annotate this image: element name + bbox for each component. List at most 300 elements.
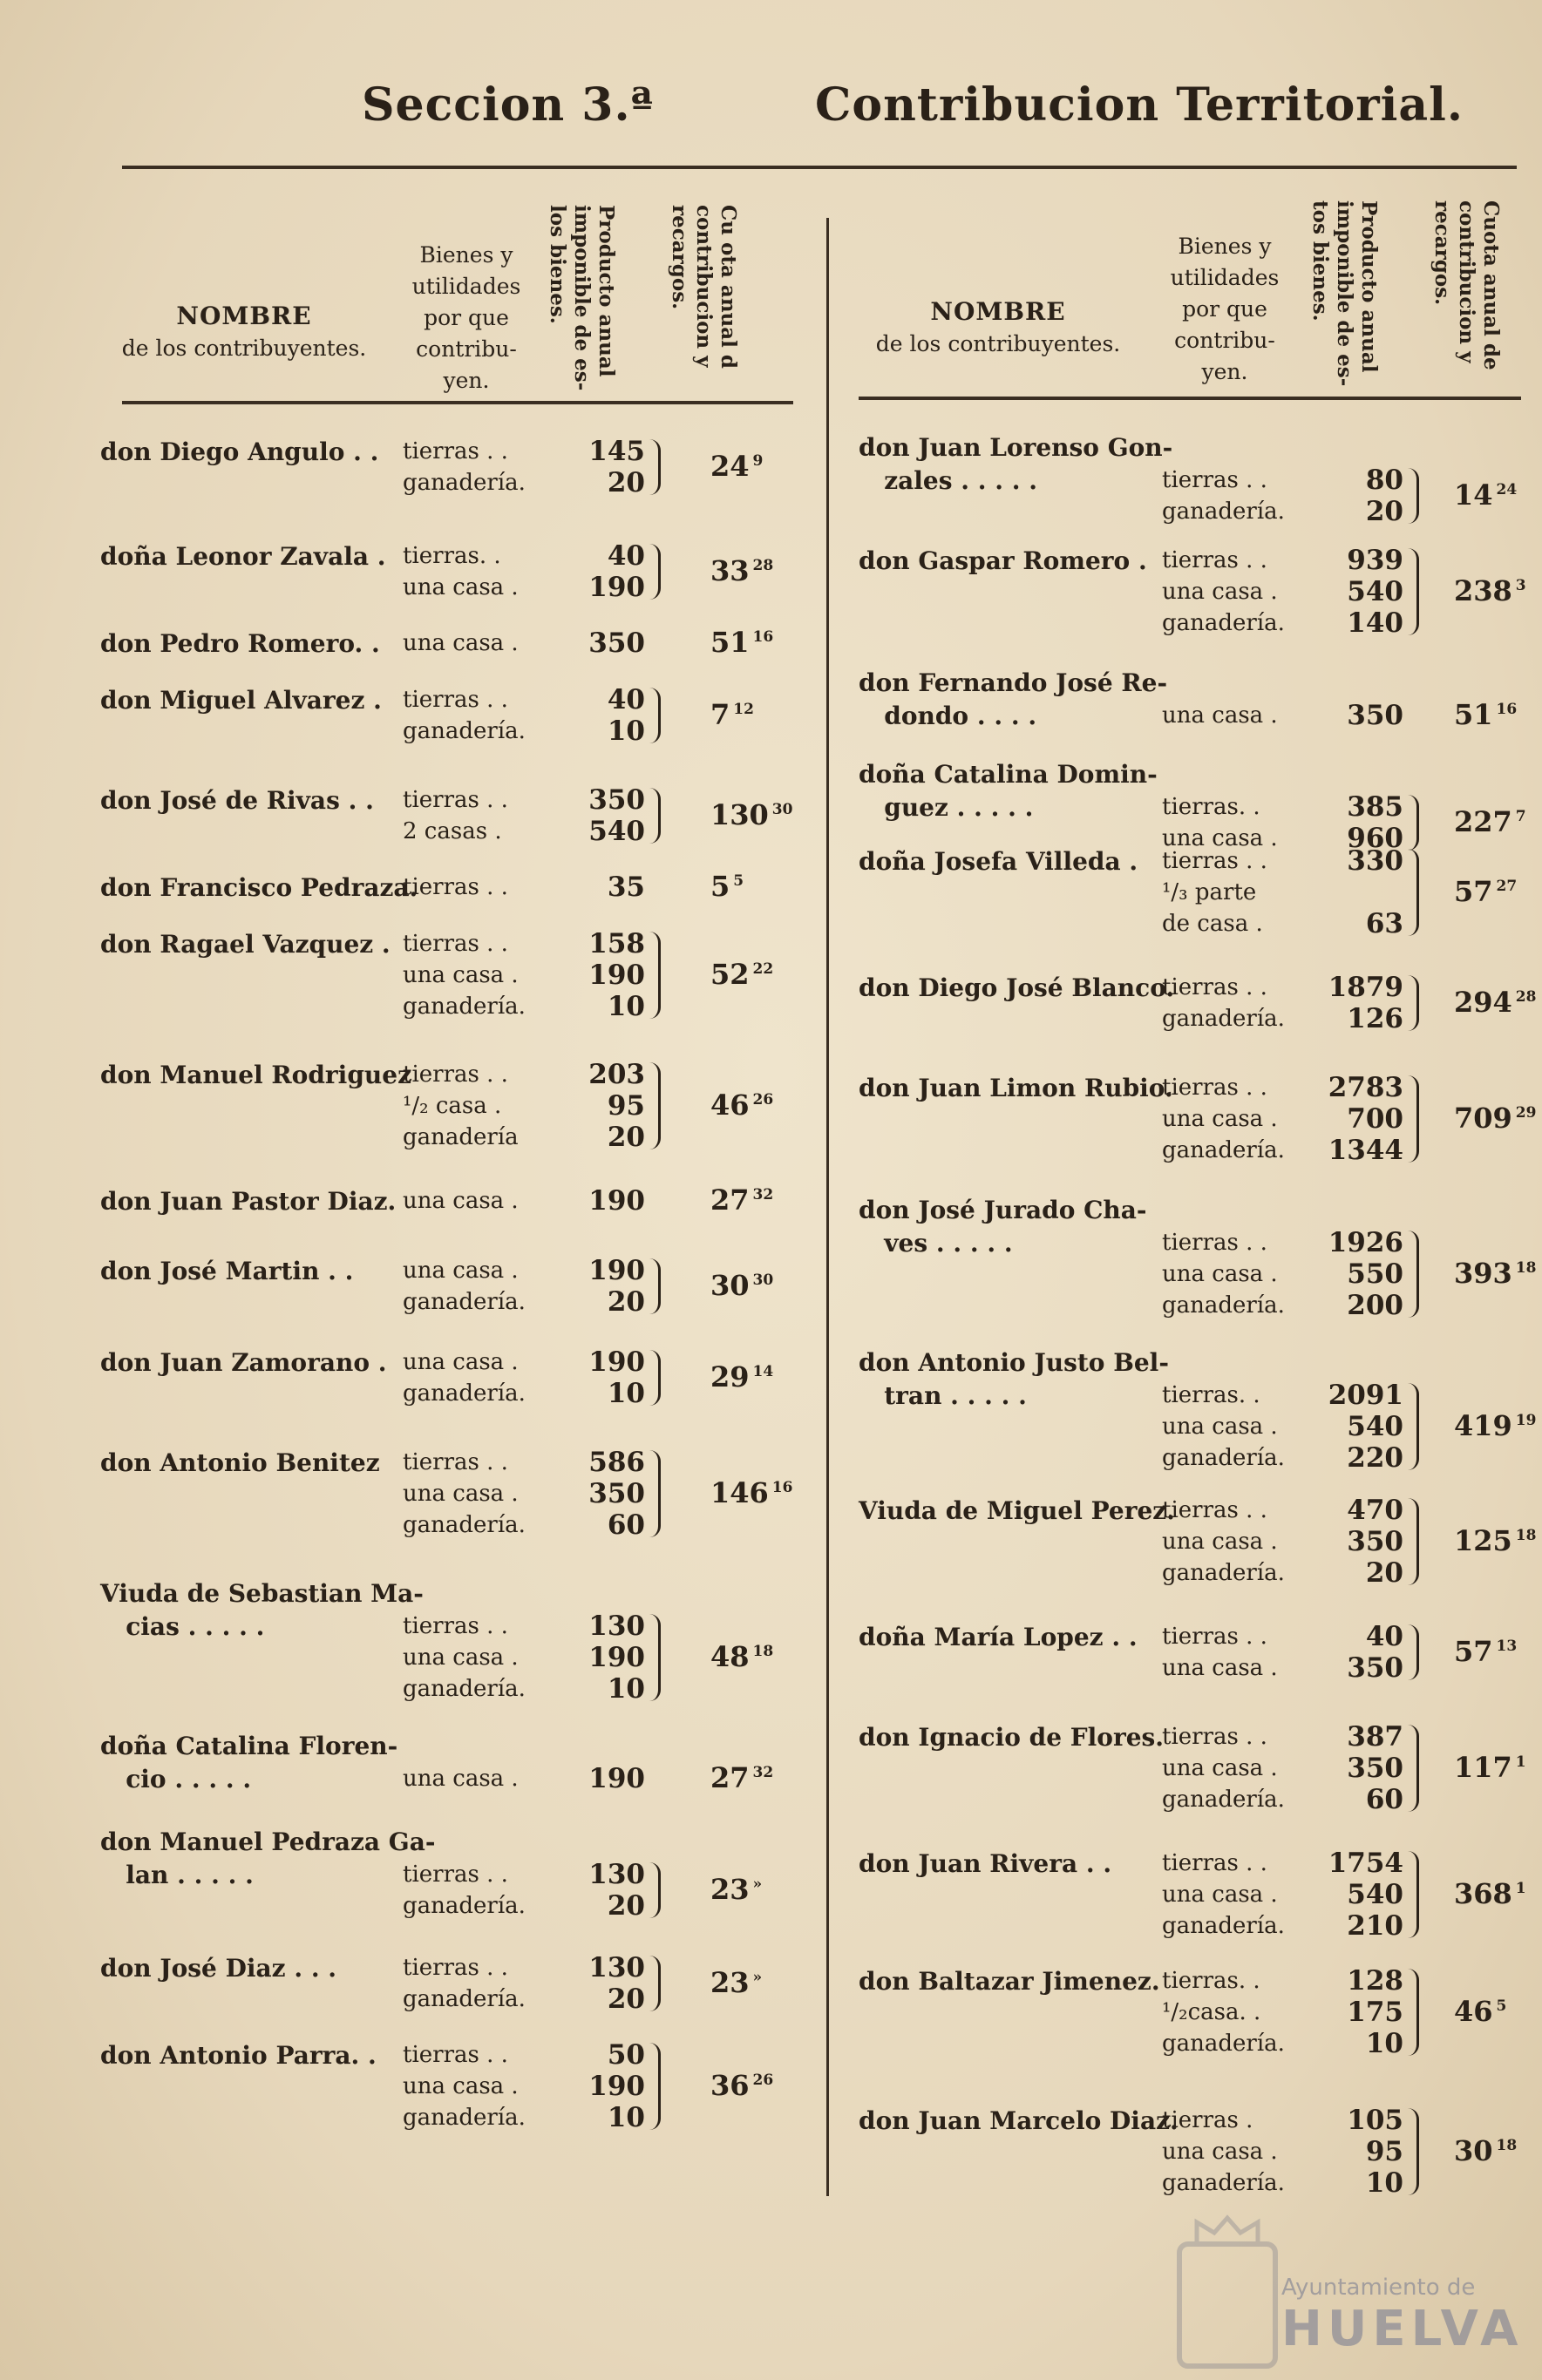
bien-item: ganadería. — [403, 1986, 526, 2012]
producto-value: 350 — [1347, 700, 1403, 731]
cuota-amount: 46 — [710, 1088, 750, 1122]
right-header-bienes-line: Bienes y — [1178, 234, 1272, 259]
cuota-value — [710, 1873, 762, 1906]
producto-value: 20 — [1365, 1557, 1403, 1589]
cuota-amount: 30 — [1454, 2134, 1493, 2167]
bien-item: ganadería. — [1162, 498, 1285, 525]
producto-value: 939 — [1347, 545, 1403, 576]
producto-value: 190 — [588, 1642, 645, 1673]
bien-item: una casa . — [1162, 1882, 1278, 1908]
brace — [649, 439, 661, 495]
contribuyente-name: don Ragael Vazquez . — [100, 930, 391, 959]
bien-item: una casa . — [403, 1188, 519, 1214]
cuota-amount: 130 — [710, 798, 769, 831]
producto-value: 350 — [588, 627, 645, 659]
brace — [1408, 1231, 1419, 1318]
brace — [1408, 548, 1419, 635]
bien-item: tierras . — [1162, 2107, 1253, 2133]
cuota-value — [710, 626, 773, 659]
cuota-amount: 57 — [1454, 875, 1493, 908]
bien-item: una casa . — [1162, 702, 1278, 729]
right-header-rule — [859, 397, 1521, 400]
cuota-value — [1454, 805, 1526, 838]
bien-item: tierras . . — [403, 1955, 508, 1981]
bien-item: tierras . . — [1162, 848, 1267, 874]
producto-value: 20 — [607, 1890, 645, 1922]
contribuyente-name: don José Martin . . — [100, 1257, 354, 1285]
producto-value: 10 — [607, 1673, 645, 1705]
producto-value: 470 — [1347, 1495, 1403, 1526]
contribuyente-name: don José Jurado Cha- ves . . . . . — [859, 1196, 1147, 1258]
cuota-amount: 393 — [1454, 1257, 1512, 1290]
producto-value: 700 — [1347, 1103, 1403, 1135]
producto-value: 95 — [1365, 2136, 1403, 2167]
bien-item: ganadería. — [1162, 610, 1285, 636]
cuota-amount: 46 — [1454, 1995, 1493, 2028]
right-header-bienes-line: utilidades — [1170, 265, 1280, 290]
contribuyente-name: don Miguel Alvarez . — [100, 686, 382, 715]
cuota-amount: 51 — [1454, 698, 1493, 731]
cuota-value — [1454, 1524, 1536, 1557]
cuota-cents: 14 — [752, 1363, 774, 1380]
bien-item: una casa . — [403, 962, 519, 988]
right-header-bienes — [1155, 231, 1294, 388]
cuota-amount: 27 — [710, 1761, 750, 1794]
bien-item: ganadería. — [403, 2105, 526, 2131]
bien-item: tierras . . — [403, 2042, 508, 2068]
bien-item: tierras . . — [1162, 1497, 1267, 1523]
cuota-value — [710, 2069, 773, 2102]
cuota-value — [1454, 2134, 1517, 2167]
cuota-value — [710, 1476, 792, 1509]
bien-item: una casa . — [403, 1766, 519, 1792]
bien-item: tierras . . — [1162, 1850, 1267, 1876]
bien-item: ¹/₃ parte — [1162, 879, 1257, 905]
brace — [649, 932, 661, 1019]
cuota-amount: 709 — [1454, 1102, 1512, 1135]
bien-item: ganadería. — [1162, 1787, 1285, 1813]
cuota-value — [710, 554, 773, 587]
cuota-value — [1454, 1102, 1536, 1135]
brace — [649, 1614, 661, 1701]
cuota-value — [710, 958, 773, 991]
producto-value: 1926 — [1328, 1227, 1403, 1258]
producto-value: 540 — [1347, 1411, 1403, 1442]
cuota-cents: 18 — [752, 1643, 774, 1660]
bien-item: tierras. . — [1162, 1968, 1260, 1994]
producto-value: 10 — [607, 1378, 645, 1409]
left-header-rule — [122, 401, 793, 404]
cuota-cents: 22 — [752, 960, 774, 978]
contribuyente-name: don Antonio Parra. . — [100, 2041, 377, 2070]
cuota-value — [710, 1183, 773, 1217]
bien-item: tierras . . — [403, 1061, 508, 1088]
producto-value: 95 — [607, 1090, 645, 1122]
left-header-nombre — [105, 301, 384, 364]
cuota-cents: 32 — [752, 1186, 774, 1204]
bien-item: ganadería. — [1162, 1560, 1285, 1586]
contribuyente-name: don Juan Pastor Diaz. — [100, 1187, 397, 1216]
brace — [649, 1258, 661, 1314]
contribuyente-name: don José Diaz . . . — [100, 1954, 337, 1983]
cuota-cents: 29 — [1515, 1104, 1537, 1122]
cuota-cents: 26 — [752, 2071, 774, 2089]
left-header-nombre-title: NOMBRE — [176, 302, 312, 330]
bien-item: ganadería. — [403, 1289, 526, 1315]
cuota-value — [1454, 1995, 1506, 2028]
contribuyente-name: don Diego Angulo . . — [100, 437, 379, 466]
producto-value: 190 — [588, 959, 645, 991]
producto-value: 1754 — [1328, 1848, 1403, 1879]
cuota-value — [710, 798, 792, 831]
bien-item: ¹/₂ casa . — [403, 1093, 502, 1119]
producto-value: 350 — [588, 784, 645, 816]
bien-item: tierras . . — [403, 1449, 508, 1475]
cuota-amount: 238 — [1454, 574, 1512, 607]
cuota-cents: 5 — [733, 872, 744, 890]
bien-item: una casa . — [1162, 1414, 1278, 1440]
cuota-value — [1454, 698, 1517, 731]
cuota-amount: 48 — [710, 1640, 750, 1673]
brace — [1408, 1969, 1419, 2056]
bien-item: ganadería. — [1162, 2031, 1285, 2057]
producto-value: 350 — [1347, 1526, 1403, 1557]
bien-item: tierras . . — [403, 874, 508, 900]
contribuyente-name: don Francisco Pedraza. — [100, 873, 418, 902]
producto-value: 210 — [1347, 1910, 1403, 1942]
left-header-bienes-line: utilidades — [411, 274, 521, 299]
producto-value: 200 — [1347, 1290, 1403, 1321]
left-header-bienes — [397, 240, 536, 397]
cuota-amount: 368 — [1454, 1877, 1512, 1910]
producto-value: 350 — [1347, 1753, 1403, 1784]
bien-item: una casa . — [403, 630, 519, 656]
brace — [1408, 1624, 1419, 1680]
brace — [1408, 1498, 1419, 1585]
producto-value: 190 — [588, 2071, 645, 2102]
contribuyente-name: don Juan Rivera . . — [859, 1849, 1112, 1878]
cuota-amount: 117 — [1454, 1751, 1512, 1784]
cuota-cents: 30 — [752, 1271, 774, 1289]
brace — [1408, 2108, 1419, 2195]
brace — [1408, 1383, 1419, 1470]
producto-value: 130 — [588, 1610, 645, 1642]
producto-value: 40 — [607, 540, 645, 572]
cuota-value — [1454, 1257, 1536, 1290]
brace — [649, 1062, 661, 1149]
producto-value: 10 — [607, 991, 645, 1022]
contribuyente-name: don Pedro Romero. . — [100, 629, 380, 658]
bien-item: 2 casas . — [403, 818, 502, 844]
bien-item: ganadería. — [403, 1676, 526, 1702]
brace — [649, 2043, 661, 2130]
contribuyente-name: don Manuel Pedraza Ga- lan . . . . . — [100, 1827, 436, 1889]
right-header-cuota: Cuota anual de contribucion y recargos. — [1430, 200, 1503, 370]
producto-value: 20 — [607, 1983, 645, 2015]
producto-value: 40 — [607, 684, 645, 715]
bien-item: una casa . — [1162, 2139, 1278, 2165]
bien-item: una casa . — [1162, 579, 1278, 605]
producto-value: 140 — [1347, 607, 1403, 639]
producto-value: 175 — [1347, 1997, 1403, 2028]
contribuyente-name: doña Catalina Domin- guez . . . . . — [859, 760, 1158, 822]
cuota-value — [1454, 478, 1517, 512]
cuota-cents: 16 — [771, 1479, 793, 1496]
producto-value: 330 — [1347, 845, 1403, 877]
producto-value: 60 — [607, 1509, 645, 1541]
bien-item: ganadería. — [403, 718, 526, 744]
producto-value: 2091 — [1328, 1380, 1403, 1411]
cuota-cents: 16 — [752, 628, 774, 646]
cuota-value — [1454, 875, 1517, 908]
cuota-amount: 30 — [710, 1269, 750, 1302]
right-header-bienes-line: contribu- — [1174, 328, 1275, 353]
producto-value: 50 — [607, 2039, 645, 2071]
cuota-value — [1454, 986, 1536, 1019]
left-header-bienes-line: yen. — [443, 368, 490, 393]
brace — [649, 544, 661, 600]
producto-value: 130 — [588, 1859, 645, 1890]
cuota-amount: 29 — [710, 1360, 750, 1393]
cuota-cents: 5 — [1496, 1997, 1507, 2015]
right-header-bienes-line: por que — [1182, 296, 1267, 322]
contribuyente-name: doña Catalina Floren- cio . . . . . — [100, 1732, 398, 1793]
producto-value: 10 — [607, 715, 645, 747]
cuota-value — [1454, 1635, 1517, 1668]
cuota-value — [710, 698, 754, 731]
brace — [1408, 849, 1419, 936]
bien-item: una casa . — [403, 1349, 519, 1375]
producto-value: 350 — [1347, 1652, 1403, 1684]
right-header-nombre — [859, 296, 1138, 360]
bien-item: una casa . — [403, 574, 519, 600]
cuota-cents: 1 — [1515, 1880, 1526, 1897]
cuota-cents: 27 — [1496, 878, 1518, 895]
cuota-amount: 57 — [1454, 1635, 1493, 1668]
producto-value: 145 — [588, 436, 645, 467]
cuota-amount: 419 — [1454, 1409, 1512, 1442]
bien-item: una casa . — [1162, 1529, 1278, 1555]
bien-item: tierras . . — [403, 787, 508, 813]
producto-value: 190 — [588, 1763, 645, 1794]
cuota-cents: 32 — [752, 1764, 774, 1781]
cuota-amount: 33 — [710, 554, 750, 587]
cuota-cents: » — [752, 1875, 763, 1893]
bien-item: tierras. . — [1162, 794, 1260, 820]
producto-value: 385 — [1347, 791, 1403, 823]
producto-value: 1879 — [1328, 972, 1403, 1003]
bien-item: ganadería. — [1162, 1006, 1285, 1032]
cuota-value — [1454, 1877, 1526, 1910]
bien-item: ¹/₂casa. . — [1162, 1999, 1261, 2025]
contribuyente-name: don José de Rivas . . — [100, 786, 374, 815]
cuota-amount: 125 — [1454, 1524, 1512, 1557]
producto-value: 540 — [1347, 576, 1403, 607]
left-header-bienes-line: Bienes y — [419, 242, 513, 268]
cuota-cents: 28 — [752, 557, 774, 574]
cuota-cents: 19 — [1515, 1412, 1537, 1429]
producto-value: 190 — [588, 1185, 645, 1217]
left-header-cuota: Cu ota anual d contribucion y recargos. — [668, 205, 740, 369]
contribuyente-name: don Juan Limon Rubio. — [859, 1074, 1173, 1102]
bien-item: ganadería. — [1162, 2170, 1285, 2196]
bien-item: ganadería. — [1162, 1137, 1285, 1163]
producto-value: 190 — [588, 572, 645, 603]
contribuyente-name: don Antonio Benitez — [100, 1448, 380, 1477]
document-title: Contribucion Territorial. — [815, 78, 1464, 132]
bien-item: una casa . — [1162, 1261, 1278, 1287]
producto-value: 540 — [588, 816, 645, 847]
left-header-bienes-line: por que — [424, 305, 509, 330]
section-title: Seccion 3.ª — [362, 78, 654, 132]
cuota-value — [1454, 574, 1526, 607]
left-header-bienes-line: contribu- — [416, 336, 517, 362]
brace — [1408, 1075, 1419, 1163]
cuota-value — [710, 1269, 773, 1302]
bien-item: una casa . — [403, 1258, 519, 1284]
cuota-value — [1454, 1409, 1536, 1442]
producto-value: 960 — [1347, 823, 1403, 854]
bien-item: una casa . — [1162, 825, 1278, 851]
contribuyente-name: don Juan Marcelo Diaz. — [859, 2106, 1179, 2135]
producto-value: 126 — [1347, 1003, 1403, 1034]
producto-value: 20 — [607, 1286, 645, 1318]
bien-item: una casa . — [403, 1481, 519, 1507]
cuota-value — [710, 870, 744, 903]
cuota-amount: 14 — [1454, 478, 1493, 512]
producto-value: 80 — [1365, 464, 1403, 496]
cuota-cents: 28 — [1515, 988, 1537, 1006]
cuota-value — [1454, 1751, 1526, 1784]
right-header-producto: Producto anual imponible de es- tos bienes. — [1308, 200, 1381, 387]
right-header-nombre-sub: de los contribuyentes. — [875, 331, 1121, 356]
bien-item: una casa . — [1162, 1106, 1278, 1132]
producto-value: 1344 — [1328, 1135, 1403, 1166]
bien-item: una casa . — [1162, 1655, 1278, 1681]
bien-item: tierras . . — [1162, 547, 1267, 573]
cuota-amount: 52 — [710, 958, 750, 991]
bien-item: tierras . . — [1162, 1075, 1267, 1101]
watermark-line1: Ayuntamiento de — [1281, 2275, 1476, 2301]
producto-value: 550 — [1347, 1258, 1403, 1290]
producto-value: 203 — [588, 1059, 645, 1090]
contribuyente-name: don Juan Lorenso Gon- zales . . . . . — [859, 433, 1173, 495]
bien-item: tierras . . — [403, 931, 508, 957]
producto-value: 220 — [1347, 1442, 1403, 1474]
cuota-amount: 51 — [710, 626, 750, 659]
contribuyente-name: Viuda de Miguel Perez. — [859, 1496, 1175, 1525]
producto-value: 130 — [588, 1952, 645, 1983]
cuota-cents: 18 — [1515, 1259, 1537, 1277]
brace — [649, 1450, 661, 1537]
bien-item: tierras . . — [403, 1861, 508, 1888]
cuota-cents: » — [752, 1969, 763, 1986]
cuota-amount: 24 — [710, 450, 750, 483]
cuota-cents: 16 — [1496, 701, 1518, 718]
cuota-cents: 24 — [1496, 481, 1518, 498]
left-header-producto: Producto anual imponible de es- los bienes. — [546, 205, 618, 391]
cuota-cents: 3 — [1515, 577, 1526, 594]
bien-item: ganadería. — [403, 1380, 526, 1407]
contribuyente-name: don Gaspar Romero . — [859, 546, 1147, 575]
bien-item: tierras. . — [403, 543, 501, 569]
contribuyente-name: don Diego José Blanco. — [859, 973, 1175, 1002]
contribuyente-name: don Manuel Rodriguez — [100, 1061, 411, 1089]
right-header-nombre-title: NOMBRE — [930, 297, 1066, 326]
contribuyente-name: doña María Lopez . . — [859, 1623, 1138, 1651]
cuota-value — [710, 450, 763, 483]
cuota-cents: 18 — [1496, 2137, 1518, 2154]
cuota-cents: 12 — [733, 701, 754, 718]
bien-item: tierras . . — [403, 1613, 508, 1639]
brace — [1408, 795, 1419, 851]
cuota-cents: 18 — [1515, 1527, 1537, 1544]
bien-item: ganadería — [403, 1124, 519, 1150]
contribuyente-name: doña Josefa Villeda . — [859, 847, 1138, 876]
producto-value: 350 — [588, 1478, 645, 1509]
cuota-amount: 23 — [710, 1966, 750, 1999]
producto-value: 10 — [1365, 2167, 1403, 2199]
contribuyente-name: don Juan Zamorano . — [100, 1348, 387, 1377]
bien-item: ganadería. — [1162, 1913, 1285, 1939]
brace — [1408, 1851, 1419, 1938]
bien-item: ganadería. — [403, 1893, 526, 1919]
bien-item: una casa . — [403, 2073, 519, 2099]
producto-value: 10 — [607, 2102, 645, 2133]
brace — [649, 1956, 661, 2011]
cuota-value — [710, 1640, 773, 1673]
cuota-amount: 227 — [1454, 805, 1512, 838]
left-header-nombre-sub: de los contribuyentes. — [121, 336, 367, 361]
contribuyente-name: Viuda de Sebastian Ma- cias . . . . . — [100, 1579, 424, 1641]
cuota-value — [710, 1761, 773, 1794]
bien-item: tierras . . — [403, 438, 508, 464]
producto-value: 35 — [607, 871, 645, 903]
cuota-amount: 294 — [1454, 986, 1512, 1019]
brace — [1408, 1725, 1419, 1812]
bien-item: de casa . — [1162, 911, 1263, 937]
contribuyente-name: don Baltazar Jimenez. — [859, 1967, 1160, 1996]
cuota-amount: 146 — [710, 1476, 769, 1509]
producto-value: 20 — [607, 467, 645, 498]
producto-value: 158 — [588, 928, 645, 959]
cuota-cents: 1 — [1515, 1753, 1526, 1771]
brace — [1408, 468, 1419, 524]
producto-value: 63 — [1365, 908, 1403, 939]
producto-value: 40 — [1365, 1621, 1403, 1652]
producto-value: 2783 — [1328, 1072, 1403, 1103]
cuota-amount: 23 — [710, 1873, 750, 1906]
contribuyente-name: doña Leonor Zavala . — [100, 542, 386, 571]
bien-item: tierras . . — [1162, 1230, 1267, 1256]
cuota-cents: 26 — [752, 1091, 774, 1109]
top-rule — [122, 166, 1517, 169]
bien-item: tierras . . — [1162, 467, 1267, 493]
bien-item: ganadería. — [1162, 1292, 1285, 1319]
producto-value: 190 — [588, 1255, 645, 1286]
contribuyente-name: don Antonio Justo Bel- tran . . . . . — [859, 1348, 1169, 1410]
bien-item: una casa . — [403, 1644, 519, 1671]
bien-item: tierras . . — [403, 687, 508, 713]
producto-value: 105 — [1347, 2105, 1403, 2136]
right-header-bienes-line: yen. — [1201, 359, 1248, 384]
producto-value: 586 — [588, 1447, 645, 1478]
watermark-line2: HUELVA — [1281, 2301, 1524, 2357]
producto-value: 540 — [1347, 1879, 1403, 1910]
bien-item: tierras . . — [1162, 974, 1267, 1000]
producto-value: 20 — [1365, 496, 1403, 527]
cuota-amount: 27 — [710, 1183, 750, 1217]
